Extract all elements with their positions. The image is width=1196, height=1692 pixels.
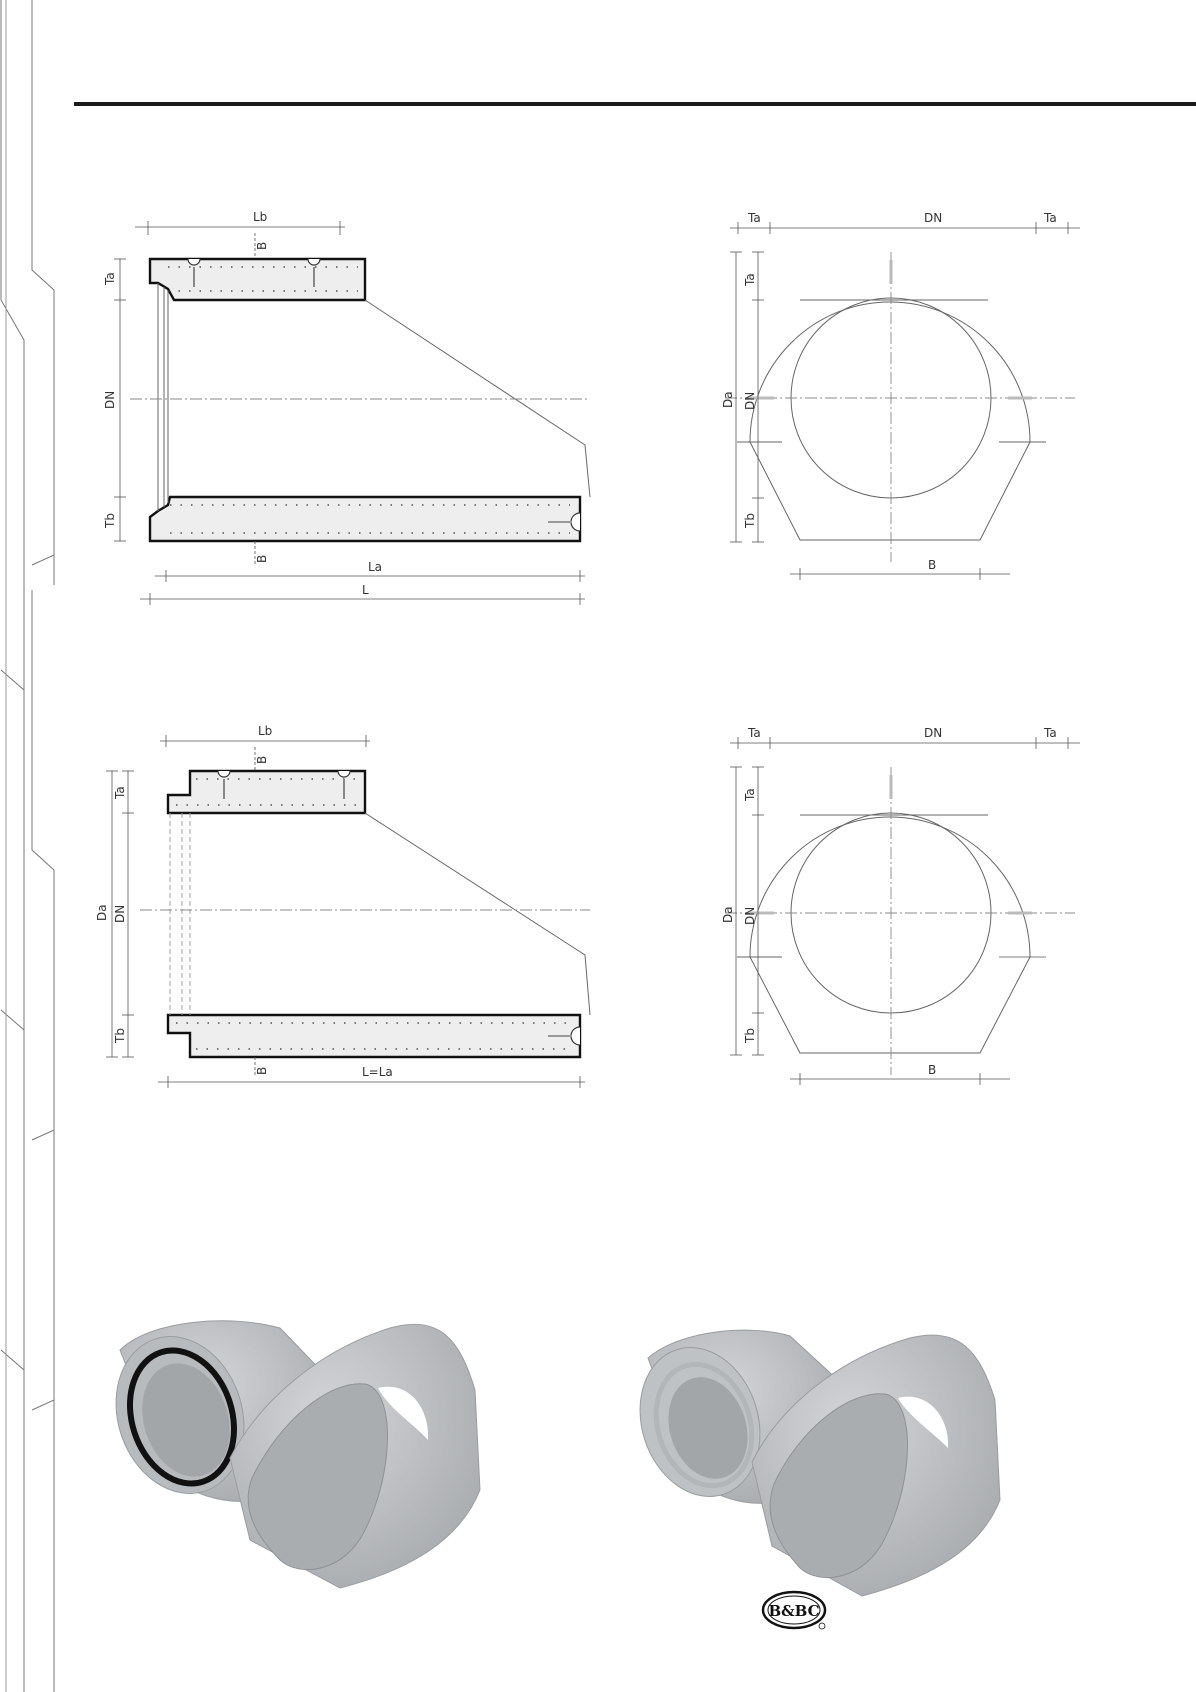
ta-label: Ta: [113, 786, 127, 799]
lower-wall: [168, 1015, 580, 1057]
dn-label: DN: [924, 211, 943, 225]
tb-label: Tb: [103, 513, 117, 528]
dn-label: DN: [113, 904, 127, 923]
section-mark-bottom: B: [255, 554, 269, 563]
section-mark-top: B: [255, 241, 269, 250]
tb-label: Tb: [743, 1028, 757, 1043]
lb-label: Lb: [258, 724, 273, 738]
ta-left-label: Ta: [748, 726, 761, 740]
tb-label: Tb: [743, 513, 757, 528]
render-2-concrete-fitting: [640, 1322, 1060, 1602]
lb-label: Lb: [253, 210, 268, 224]
ta-left-label: Ta: [748, 211, 761, 225]
dn-label: DN: [924, 726, 943, 740]
dn-vertical-label: DN: [743, 391, 757, 410]
front-outline: [750, 817, 1030, 1053]
dn-label: DN: [103, 390, 117, 409]
ta-label: Ta: [743, 273, 757, 286]
da-label: Da: [721, 391, 735, 408]
ta-label: Ta: [743, 788, 757, 801]
section-mark-top: B: [255, 755, 269, 764]
drawing-2-side-view: [95, 724, 600, 1095]
ta-label: Ta: [103, 272, 117, 285]
company-logo: [760, 1586, 828, 1636]
l-label: L: [362, 583, 369, 597]
svg-text:B&BC: B&BC: [768, 1602, 820, 1620]
l-la-label: L=La: [362, 1065, 393, 1079]
b-label: B: [928, 558, 937, 572]
ta-right-label: Ta: [1044, 211, 1057, 225]
section-mark-bottom: B: [255, 1066, 269, 1075]
da-label: Da: [721, 906, 735, 923]
upper-wall: [150, 259, 365, 300]
tb-label: Tb: [113, 1028, 127, 1043]
drawing-1-front-view: [710, 212, 1110, 592]
drawing-1-side-view: [100, 205, 600, 615]
drawing-2-front-view: [710, 727, 1110, 1097]
upper-wall: [168, 771, 365, 813]
render-1-concrete-fitting: [110, 1310, 530, 1590]
la-label: La: [368, 560, 383, 574]
lower-wall: [150, 497, 580, 541]
ta-right-label: Ta: [1044, 726, 1057, 740]
da-label: Da: [95, 904, 109, 921]
b-label: B: [928, 1063, 937, 1077]
dn-vertical-label: DN: [743, 906, 757, 925]
header-rule: [74, 102, 1196, 106]
side-tab-strip: [0, 0, 60, 1692]
